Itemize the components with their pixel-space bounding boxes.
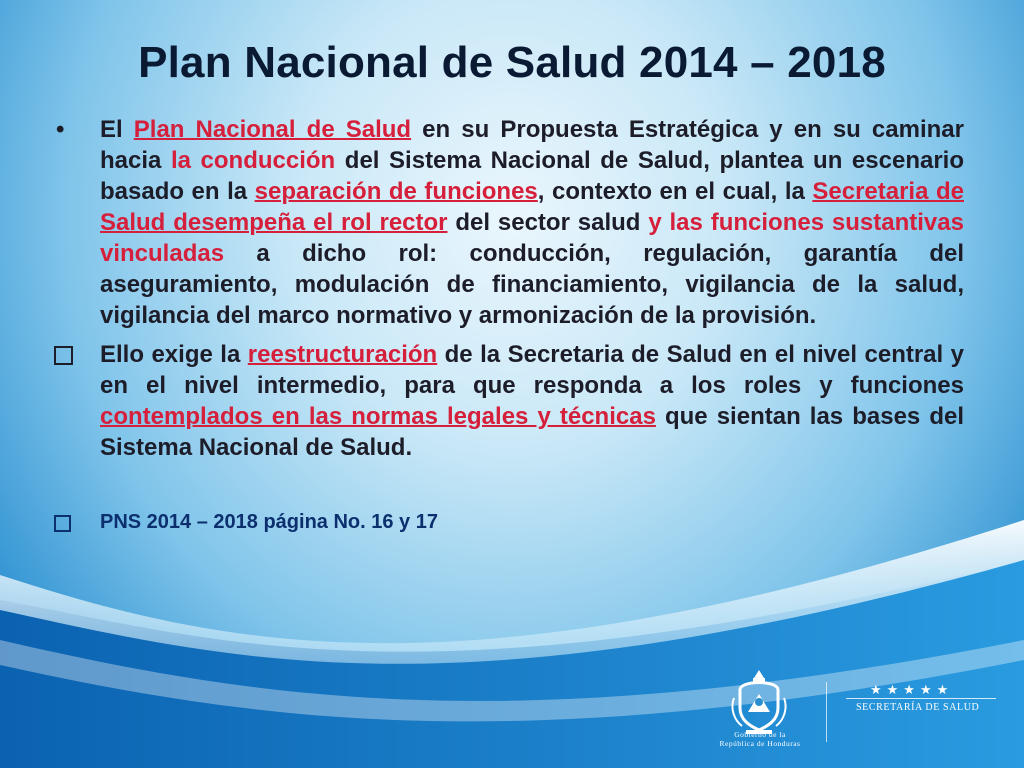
secretaria-label: SECRETARÍA DE SALUD xyxy=(856,702,980,713)
government-caption xyxy=(700,730,820,748)
bullet-text-plan xyxy=(100,114,964,331)
bullet-item-reestructuracion xyxy=(52,339,964,463)
text-segment: que sientan las bases del Sistema Nacional de Salud. xyxy=(100,403,965,461)
highlight-la-conduccion: la conducción xyxy=(170,147,336,174)
footer-logos xyxy=(680,660,1024,768)
checkbox-bullet-icon xyxy=(54,346,73,365)
bullet-text-reestructuracion xyxy=(100,339,964,463)
highlight-plan-nacional: Plan Nacional de Salud xyxy=(133,116,412,143)
slide-content xyxy=(52,114,964,540)
highlight-funciones-sustantivas: y las funciones sustantivas vinculadas xyxy=(100,209,964,267)
highlight-rol-rector: Secretaria de Salud desempeña el rol rector xyxy=(100,178,964,236)
slide-title: Plan Nacional de Salud 2014 – 2018 xyxy=(138,38,886,87)
logo-divider xyxy=(826,682,827,742)
text-segment: El xyxy=(100,116,134,143)
star-icon: ★★★★★ xyxy=(870,682,954,697)
government-line-2: República de Honduras xyxy=(719,739,801,748)
secretaria-rule xyxy=(846,698,996,699)
text-segment: de la Secretaria de Salud en el nivel central y en el nivel intermedio, para que responda a los roles y funciones xyxy=(100,341,965,399)
reference-text: PNS 2014 – 2018 página No. 16 y 17 xyxy=(100,511,438,533)
government-line-1: Gobierno de la xyxy=(734,730,786,739)
highlight-reestructuracion: reestructuración xyxy=(247,341,438,368)
text-segment: , contexto en el cual, la xyxy=(537,178,813,205)
bullet-item-reference xyxy=(52,509,964,540)
bullet-item-plan xyxy=(52,114,964,331)
text-segment: del sector salud xyxy=(447,209,649,236)
highlight-normas-legales: contemplados en las normas legales y técnicas xyxy=(100,403,656,430)
bullet-dot: • xyxy=(56,116,65,143)
text-segment: en su Propuesta Estratégica y en su caminar hacia xyxy=(100,116,964,174)
text-segment: a dicho rol: conducción, regulación, garantía del aseguramiento, modulación de financiamiento, vigilancia de la salud, vigilancia del marco normativo y armonización de la provisión. xyxy=(100,240,964,329)
government-emblem-icon xyxy=(728,668,790,736)
text-segment: Ello exige la xyxy=(100,341,248,368)
highlight-separacion-funciones: separación de funciones xyxy=(254,178,538,205)
text-segment: del Sistema Nacional de Salud, plantea un escenario basado en la xyxy=(100,147,964,205)
checkbox-bullet-icon xyxy=(54,515,71,532)
